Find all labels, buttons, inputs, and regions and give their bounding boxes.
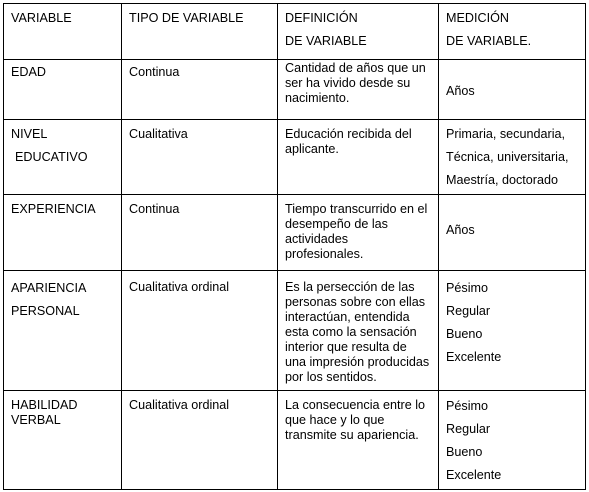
variables-table <box>3 3 586 490</box>
header-definicion <box>278 4 439 60</box>
measurement-line: Años <box>446 223 475 237</box>
definition-line: nacimiento. <box>285 91 350 105</box>
variable-type: Continua <box>129 202 180 216</box>
definition-line: esta como la sensación <box>285 325 417 339</box>
cell-medicion <box>439 195 586 271</box>
definition-line: interior que resulta de <box>285 340 407 354</box>
table-row <box>4 60 586 120</box>
variable-name: APARIENCIA <box>11 281 87 295</box>
cell-definicion <box>278 60 439 120</box>
variable-name: EDAD <box>11 65 46 79</box>
variable-type: Continua <box>129 65 180 79</box>
definition-line: que hace y lo que <box>285 413 385 427</box>
definition-line: personas sobre con ellas <box>285 295 426 309</box>
measurement-line: Maestría, doctorado <box>446 173 559 187</box>
measurement-line: Excelente <box>446 350 502 364</box>
header-variable <box>4 4 122 60</box>
table-row <box>4 120 586 195</box>
measurement-line: Regular <box>446 304 491 318</box>
table-row <box>4 391 586 490</box>
measurement-line: Excelente <box>446 468 502 482</box>
cell-definicion <box>278 195 439 271</box>
variable-type: Cualitativa ordinal <box>129 280 230 294</box>
cell-medicion <box>439 391 586 490</box>
cell-definicion <box>278 271 439 391</box>
definition-line: Es la persección de las <box>285 280 415 294</box>
measurement-line: Técnica, universitaria, <box>446 150 569 164</box>
header-definicion-line: DEFINICIÓN <box>285 11 358 25</box>
definition-line: profesionales. <box>285 247 364 261</box>
cell-tipo <box>122 271 278 391</box>
cell-variable <box>4 120 122 195</box>
cell-variable <box>4 60 122 120</box>
table-header-row <box>4 4 586 60</box>
measurement-line: Regular <box>446 422 491 436</box>
definition-line: Educación recibida del <box>285 127 412 141</box>
definition-line: transmite su apariencia. <box>285 428 419 442</box>
definition-line: Cantidad de años que un <box>285 61 426 75</box>
header-definicion-line: DE VARIABLE <box>285 34 367 48</box>
definition-line: desempeño de las <box>285 217 388 231</box>
variable-name: NIVEL <box>11 127 48 141</box>
cell-variable <box>4 391 122 490</box>
measurement-line: Pésimo <box>446 399 488 413</box>
variable-name: EXPERIENCIA <box>11 202 96 216</box>
cell-medicion <box>439 120 586 195</box>
variable-name: EDUCATIVO <box>15 150 88 164</box>
cell-tipo <box>122 120 278 195</box>
definition-line: actividades <box>285 232 349 246</box>
table-row <box>4 195 586 271</box>
variable-name: VERBAL <box>11 413 61 427</box>
header-medicion <box>439 4 586 60</box>
measurement-line: Bueno <box>446 445 483 459</box>
cell-variable <box>4 195 122 271</box>
measurement-line: Bueno <box>446 327 483 341</box>
measurement-line: Años <box>446 84 475 98</box>
cell-definicion <box>278 391 439 490</box>
definition-line: interactúan, entendida <box>285 310 410 324</box>
header-tipo-text: TIPO DE VARIABLE <box>129 11 244 25</box>
cell-tipo <box>122 391 278 490</box>
variable-type: Cualitativa <box>129 127 188 141</box>
variable-name: PERSONAL <box>11 304 80 318</box>
definition-line: aplicante. <box>285 142 339 156</box>
header-medicion-line: DE VARIABLE. <box>446 34 532 48</box>
variable-type: Cualitativa ordinal <box>129 398 230 412</box>
definition-line: Tiempo transcurrido en el <box>285 202 428 216</box>
measurement-line: Primaria, secundaria, <box>446 127 565 141</box>
cell-variable <box>4 271 122 391</box>
cell-tipo <box>122 60 278 120</box>
header-tipo <box>122 4 278 60</box>
table-row <box>4 271 586 391</box>
cell-tipo <box>122 195 278 271</box>
definition-line: por los sentidos. <box>285 370 377 384</box>
definition-line: una impresión producidas <box>285 355 430 369</box>
variable-name: HABILIDAD <box>11 398 78 412</box>
cell-definicion <box>278 120 439 195</box>
measurement-line: Pésimo <box>446 281 488 295</box>
header-medicion-line: MEDICIÓN <box>446 11 509 25</box>
definition-line: La consecuencia entre lo <box>285 398 426 412</box>
cell-medicion <box>439 60 586 120</box>
cell-medicion <box>439 271 586 391</box>
definition-line: ser ha vivido desde su <box>285 76 411 90</box>
header-variable-text: VARIABLE <box>11 11 72 25</box>
